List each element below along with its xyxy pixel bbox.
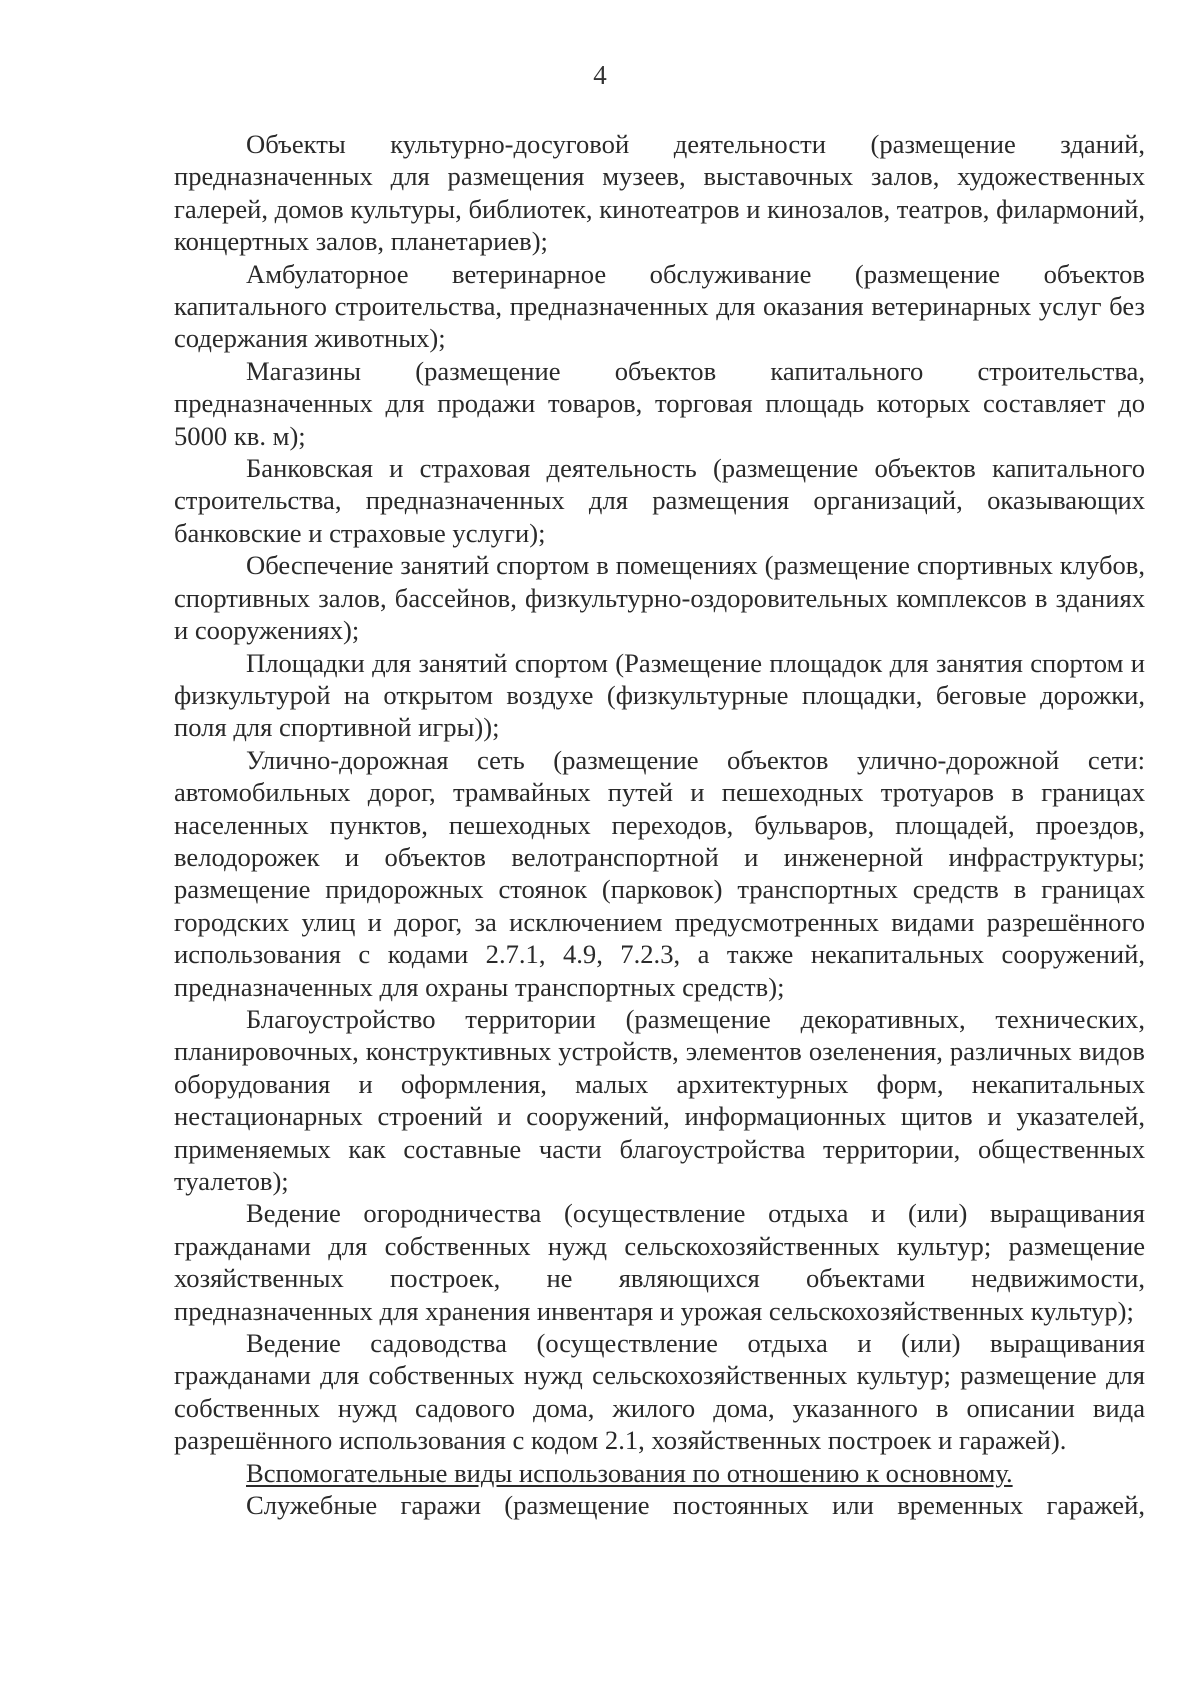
paragraph-landscaping: Благоустройство территории (размещение декоративных, технических, планировочных, конструктивных устройств, элементов озеленения, различных видов оборудования и оформления, малых архитектурных форм, некапитальных нестационарных строений и сооружений, информационных щитов и указателей, применяемых как составные части благоустройства территории, общественных туалетов);	[174, 1003, 1145, 1196]
section-heading-text: Вспомогательные виды использования по отношению к основному.	[246, 1457, 1013, 1488]
document-body	[174, 128, 1145, 1521]
paragraph-cultural-objects: Объекты культурно-досуговой деятельности (размещение зданий, предназначенных для размещения музеев, выставочных залов, художественных галерей, домов культуры, библиотек, кинотеатров и кинозалов, театров, филармоний, концертных залов, планетариев);	[174, 129, 1145, 257]
paragraph-indoor-sports: Обеспечение занятий спортом в помещениях (размещение спортивных клубов, спортивных залов, бассейнов, физкультурно-оздоровительных комплексов в зданиях и сооружениях);	[174, 550, 1145, 646]
section-heading-auxiliary-uses	[174, 1457, 1145, 1489]
paragraph-service-garages: Служебные гаражи (размещение постоянных или временных гаражей,	[246, 1490, 1145, 1521]
paragraph-shops: Магазины (размещение объектов капитального строительства, предназначенных для продажи товаров, торговая площадь которых составляет до 5000 кв. м);	[174, 355, 1145, 451]
page-number: 4	[593, 60, 607, 90]
paragraph-street-road-network: Улично-дорожная сеть (размещение объектов улично-дорожной сети: автомобильных дорог, трамвайных путей и пешеходных тротуаров в границах населенных пунктов, пешеходных переходов, бульваров, площадей, проездов, велодорожек и объектов велотранспортной и инженерной инфраструктуры; размещение придорожных стоянок (парковок) транспортных средств в границах городских улиц и дорог, за исключением предусмотренных видами разрешённого использования с кодами 2.7.1, 4.9, 7.2.3, а также некапитальных сооружений, предназначенных для охраны транспортных средств);	[174, 744, 1145, 1002]
paragraph-gardening: Ведение огородничества (осуществление отдыха и (или) выращивания гражданами для собственных нужд сельскохозяйственных культур; размещение хозяйственных построек, не являющихся объектами недвижимости, предназначенных для хранения инвентаря и урожая сельскохозяйственных культур);	[174, 1198, 1145, 1326]
paragraph-sports-grounds: Площадки для занятий спортом (Размещение площадок для занятия спортом и физкультурой на открытом воздухе (физкультурные площадки, беговые дорожки, поля для спортивной игры));	[174, 647, 1145, 743]
paragraph-veterinary-service: Амбулаторное ветеринарное обслуживание (размещение объектов капитального строительства, предназначенных для оказания ветеринарных услуг без содержания животных);	[174, 258, 1145, 354]
paragraph-banking-insurance: Банковская и страховая деятельность (размещение объектов капитального строительства, предназначенных для размещения организаций, оказывающих банковские и страховые услуги);	[174, 453, 1145, 548]
paragraph-horticulture: Ведение садоводства (осуществление отдыха и (или) выращивания гражданами для собственных нужд сельскохозяйственных культур; размещение для собственных нужд садового дома, жилого дома, указанного в описании вида разрешённого использования с кодом 2.1, хозяйственных построек и гаражей).	[174, 1328, 1145, 1456]
